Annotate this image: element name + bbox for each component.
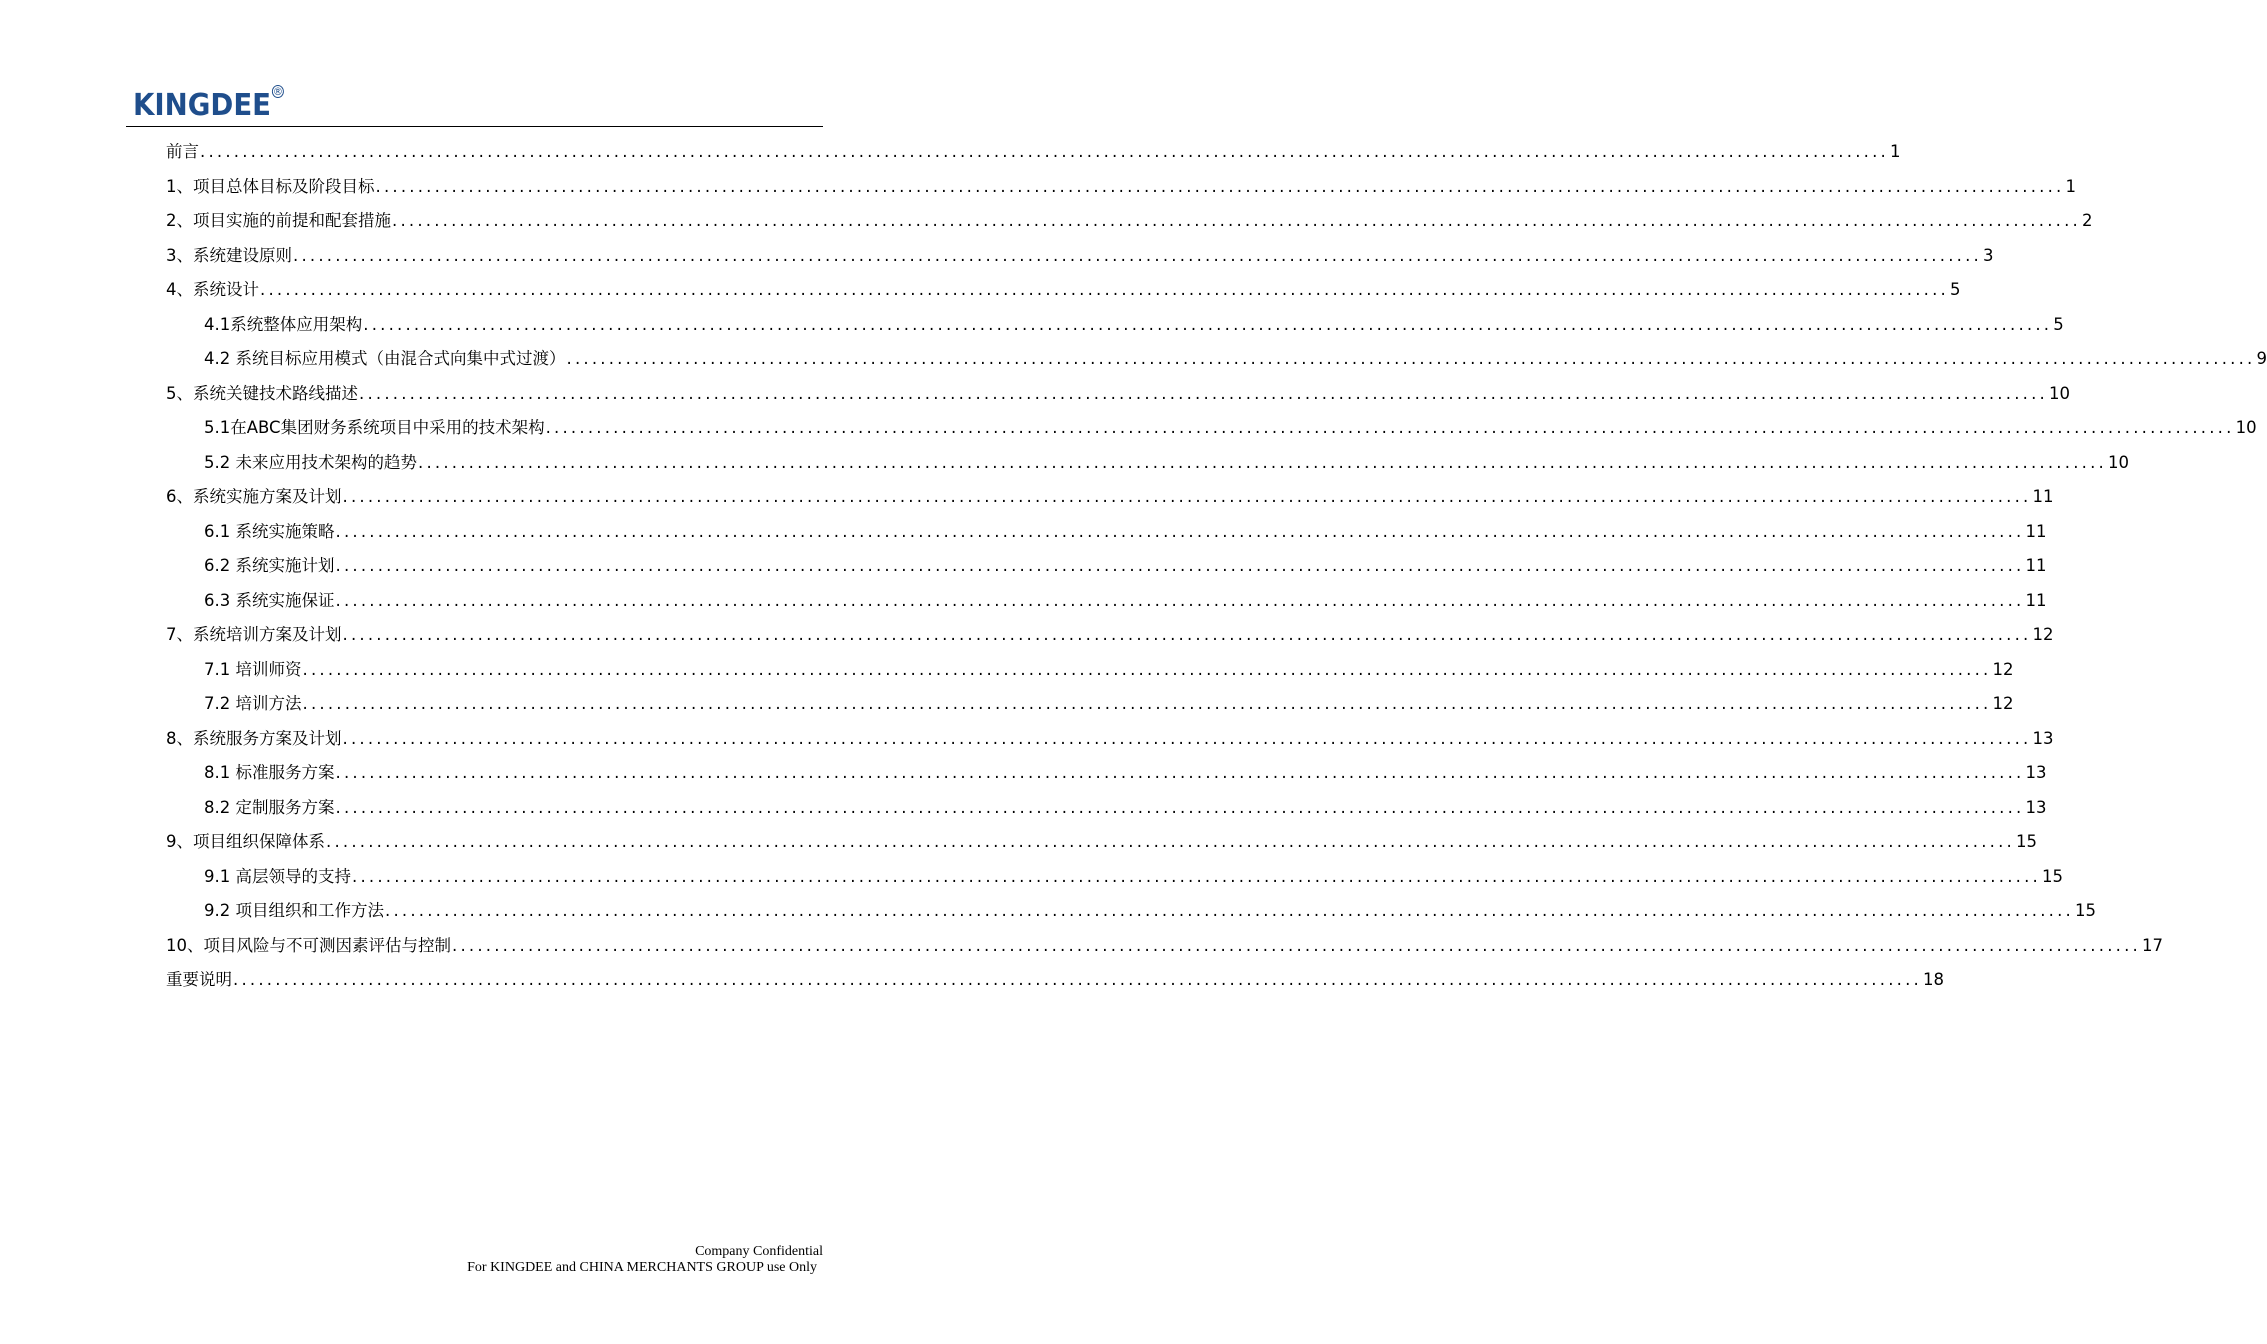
toc-entry-page: 15 (2015, 832, 2037, 851)
toc-entry-title: 4、系统设计 (166, 280, 259, 299)
toc-leader-dots: ........................................................................................................................................................................................................ (302, 659, 1992, 679)
toc-entry-page: 12 (1992, 659, 2014, 679)
toc-entry-page: 11 (2025, 590, 2047, 610)
toc-entry[interactable] (166, 965, 1944, 995)
toc-entry-title: 4.1系统整体应用架构 (204, 314, 363, 334)
toc-entry[interactable] (166, 241, 1994, 271)
toc-entry-title: 6、系统实施方案及计划 (166, 487, 342, 506)
toc-leader-dots: ........................................................................................................................................................................................................ (363, 314, 2053, 334)
toc-entry-page: 15 (2074, 901, 2096, 920)
toc-leader-dots: ........................................................................................................................................................................................................ (342, 728, 2032, 748)
toc-leader-dots: ........................................................................................................................................................................................................ (200, 142, 1889, 161)
toc-entry[interactable] (166, 137, 1901, 167)
toc-entry-title: 9.2 项目组织和工作方法 (204, 901, 384, 920)
toc-entry-title: 3、系统建设原则 (166, 245, 292, 265)
toc-leader-dots: ........................................................................................................................................................................................................ (335, 521, 2025, 541)
toc-entry-page: 13 (2025, 797, 2047, 817)
toc-entry-title: 7.1 培训师资 (204, 659, 302, 679)
toc-entry-title: 6.3 系统实施保证 (204, 590, 335, 610)
toc-leader-dots: ........................................................................................................................................................................................................ (260, 280, 1949, 299)
toc-entry[interactable] (166, 931, 2163, 961)
toc-entry[interactable] (204, 689, 2014, 719)
toc-entry-title: 9.1 高层领导的支持 (204, 866, 351, 886)
toc-leader-dots: ........................................................................................................................................................................................................ (335, 763, 2025, 782)
toc-entry[interactable] (166, 827, 2037, 857)
toc-leader-dots: ........................................................................................................................................................................................................ (335, 797, 2025, 817)
toc-entry-title: 前言 (166, 142, 199, 161)
toc-entry[interactable] (204, 758, 2047, 788)
toc-entry-page: 9 (2256, 349, 2267, 368)
toc-entry-title: 6.2 系统实施计划 (204, 556, 335, 575)
toc-leader-dots: ........................................................................................................................................................................................................ (545, 418, 2235, 437)
toc-entry[interactable] (204, 517, 2047, 547)
toc-entry-title: 6.1 系统实施策略 (204, 521, 335, 541)
toc-entry-title: 2、项目实施的前提和配套措施 (166, 211, 391, 230)
toc-entry-title: 5.1在ABC集团财务系统项目中采用的技术架构 (204, 418, 545, 437)
toc-leader-dots: ........................................................................................................................................................................................................ (233, 970, 1922, 989)
toc-entry-page: 17 (2141, 935, 2163, 955)
toc-leader-dots: ........................................................................................................................................................................................................ (342, 625, 2032, 644)
toc-entry-page: 11 (2025, 521, 2047, 541)
toc-entry[interactable] (204, 448, 2129, 478)
toc-entry[interactable] (166, 724, 2054, 754)
toc-entry[interactable] (204, 862, 2063, 892)
toc-leader-dots: ........................................................................................................................................................................................................ (375, 176, 2065, 196)
toc-entry-page: 10 (2235, 418, 2257, 437)
toc-entry-page: 18 (1922, 970, 1944, 989)
toc-leader-dots: ........................................................................................................................................................................................................ (418, 452, 2107, 472)
toc-entry[interactable] (204, 551, 2047, 581)
toc-entry-page: 12 (2032, 625, 2054, 644)
toc-entry-title: 重要说明 (166, 970, 232, 989)
toc-entry-title: 9、项目组织保障体系 (166, 832, 325, 851)
toc-leader-dots: ........................................................................................................................................................................................................ (385, 901, 2074, 920)
footer-usage-note: For KINGDEE and CHINA MERCHANTS GROUP use Only (467, 1260, 817, 1275)
toc-entry-page: 5 (1949, 280, 1961, 299)
toc-entry[interactable] (166, 172, 2076, 202)
kingdee-logo (133, 85, 283, 123)
toc-entry-page: 11 (2025, 556, 2047, 575)
toc-entry-page: 3 (1982, 245, 1994, 265)
toc-entry-page: 13 (2025, 763, 2047, 782)
toc-entry-page: 13 (2032, 728, 2054, 748)
toc-entry[interactable] (204, 586, 2047, 616)
toc-leader-dots: ........................................................................................................................................................................................................ (352, 866, 2041, 886)
toc-leader-dots: ........................................................................................................................................................................................................ (452, 935, 2141, 955)
toc-entry[interactable] (204, 793, 2047, 823)
footer-confidential: Company Confidential (695, 1244, 823, 1259)
toc-leader-dots: ........................................................................................................................................................................................................ (392, 211, 2081, 230)
toc-entry-title: 8、系统服务方案及计划 (166, 728, 342, 748)
toc-leader-dots: ........................................................................................................................................................................................................ (302, 694, 1992, 713)
toc-entry-title: 10、项目风险与不可测因素评估与控制 (166, 935, 451, 955)
toc-leader-dots: ........................................................................................................................................................................................................ (342, 487, 2032, 506)
toc-entry[interactable] (166, 206, 2093, 236)
toc-entry[interactable] (166, 379, 2070, 409)
toc-entry-title: 8.1 标准服务方案 (204, 763, 335, 782)
toc-entry-title: 1、项目总体目标及阶段目标 (166, 176, 375, 196)
toc-entry-title: 7、系统培训方案及计划 (166, 625, 342, 644)
toc-entry-page: 10 (2107, 452, 2129, 472)
footer (467, 1244, 823, 1276)
toc-entry[interactable] (166, 275, 1961, 305)
toc-entry-page: 11 (2032, 487, 2054, 506)
toc-entry-page: 5 (2053, 314, 2064, 334)
toc-entry-page: 1 (1889, 142, 1901, 161)
toc-leader-dots: ........................................................................................................................................................................................................ (566, 349, 2256, 368)
logo-text: KINGDEE (133, 88, 272, 123)
toc-leader-dots: ........................................................................................................................................................................................................ (359, 383, 2048, 403)
toc-entry-title: 5、系统关键技术路线描述 (166, 383, 358, 403)
toc-entry-page: 10 (2048, 383, 2070, 403)
toc-entry-title: 8.2 定制服务方案 (204, 797, 335, 817)
registered-mark-icon: ® (272, 85, 283, 98)
toc-entry[interactable] (204, 896, 2096, 926)
toc-entry[interactable] (166, 482, 2054, 512)
toc-leader-dots: ........................................................................................................................................................................................................ (335, 556, 2025, 575)
toc-entry[interactable] (204, 413, 2257, 443)
toc-entry-title: 4.2 系统目标应用模式（由混合式向集中式过渡） (204, 349, 566, 368)
toc-entry-page: 15 (2041, 866, 2063, 886)
toc-leader-dots: ........................................................................................................................................................................................................ (326, 832, 2015, 851)
toc-entry[interactable] (166, 620, 2054, 650)
toc-entry-page: 12 (1992, 694, 2014, 713)
toc-entry-title: 7.2 培训方法 (204, 694, 302, 713)
toc-entry-title: 5.2 未来应用技术架构的趋势 (204, 452, 417, 472)
toc-entry-page: 2 (2081, 211, 2093, 230)
toc-entry-page: 1 (2065, 176, 2076, 196)
toc-entry[interactable] (204, 344, 2267, 374)
toc-entry[interactable] (204, 655, 2014, 685)
toc-leader-dots: ........................................................................................................................................................................................................ (293, 245, 1982, 265)
toc-entry[interactable] (204, 310, 2064, 340)
toc-leader-dots: ........................................................................................................................................................................................................ (335, 590, 2025, 610)
header-divider (126, 126, 823, 127)
